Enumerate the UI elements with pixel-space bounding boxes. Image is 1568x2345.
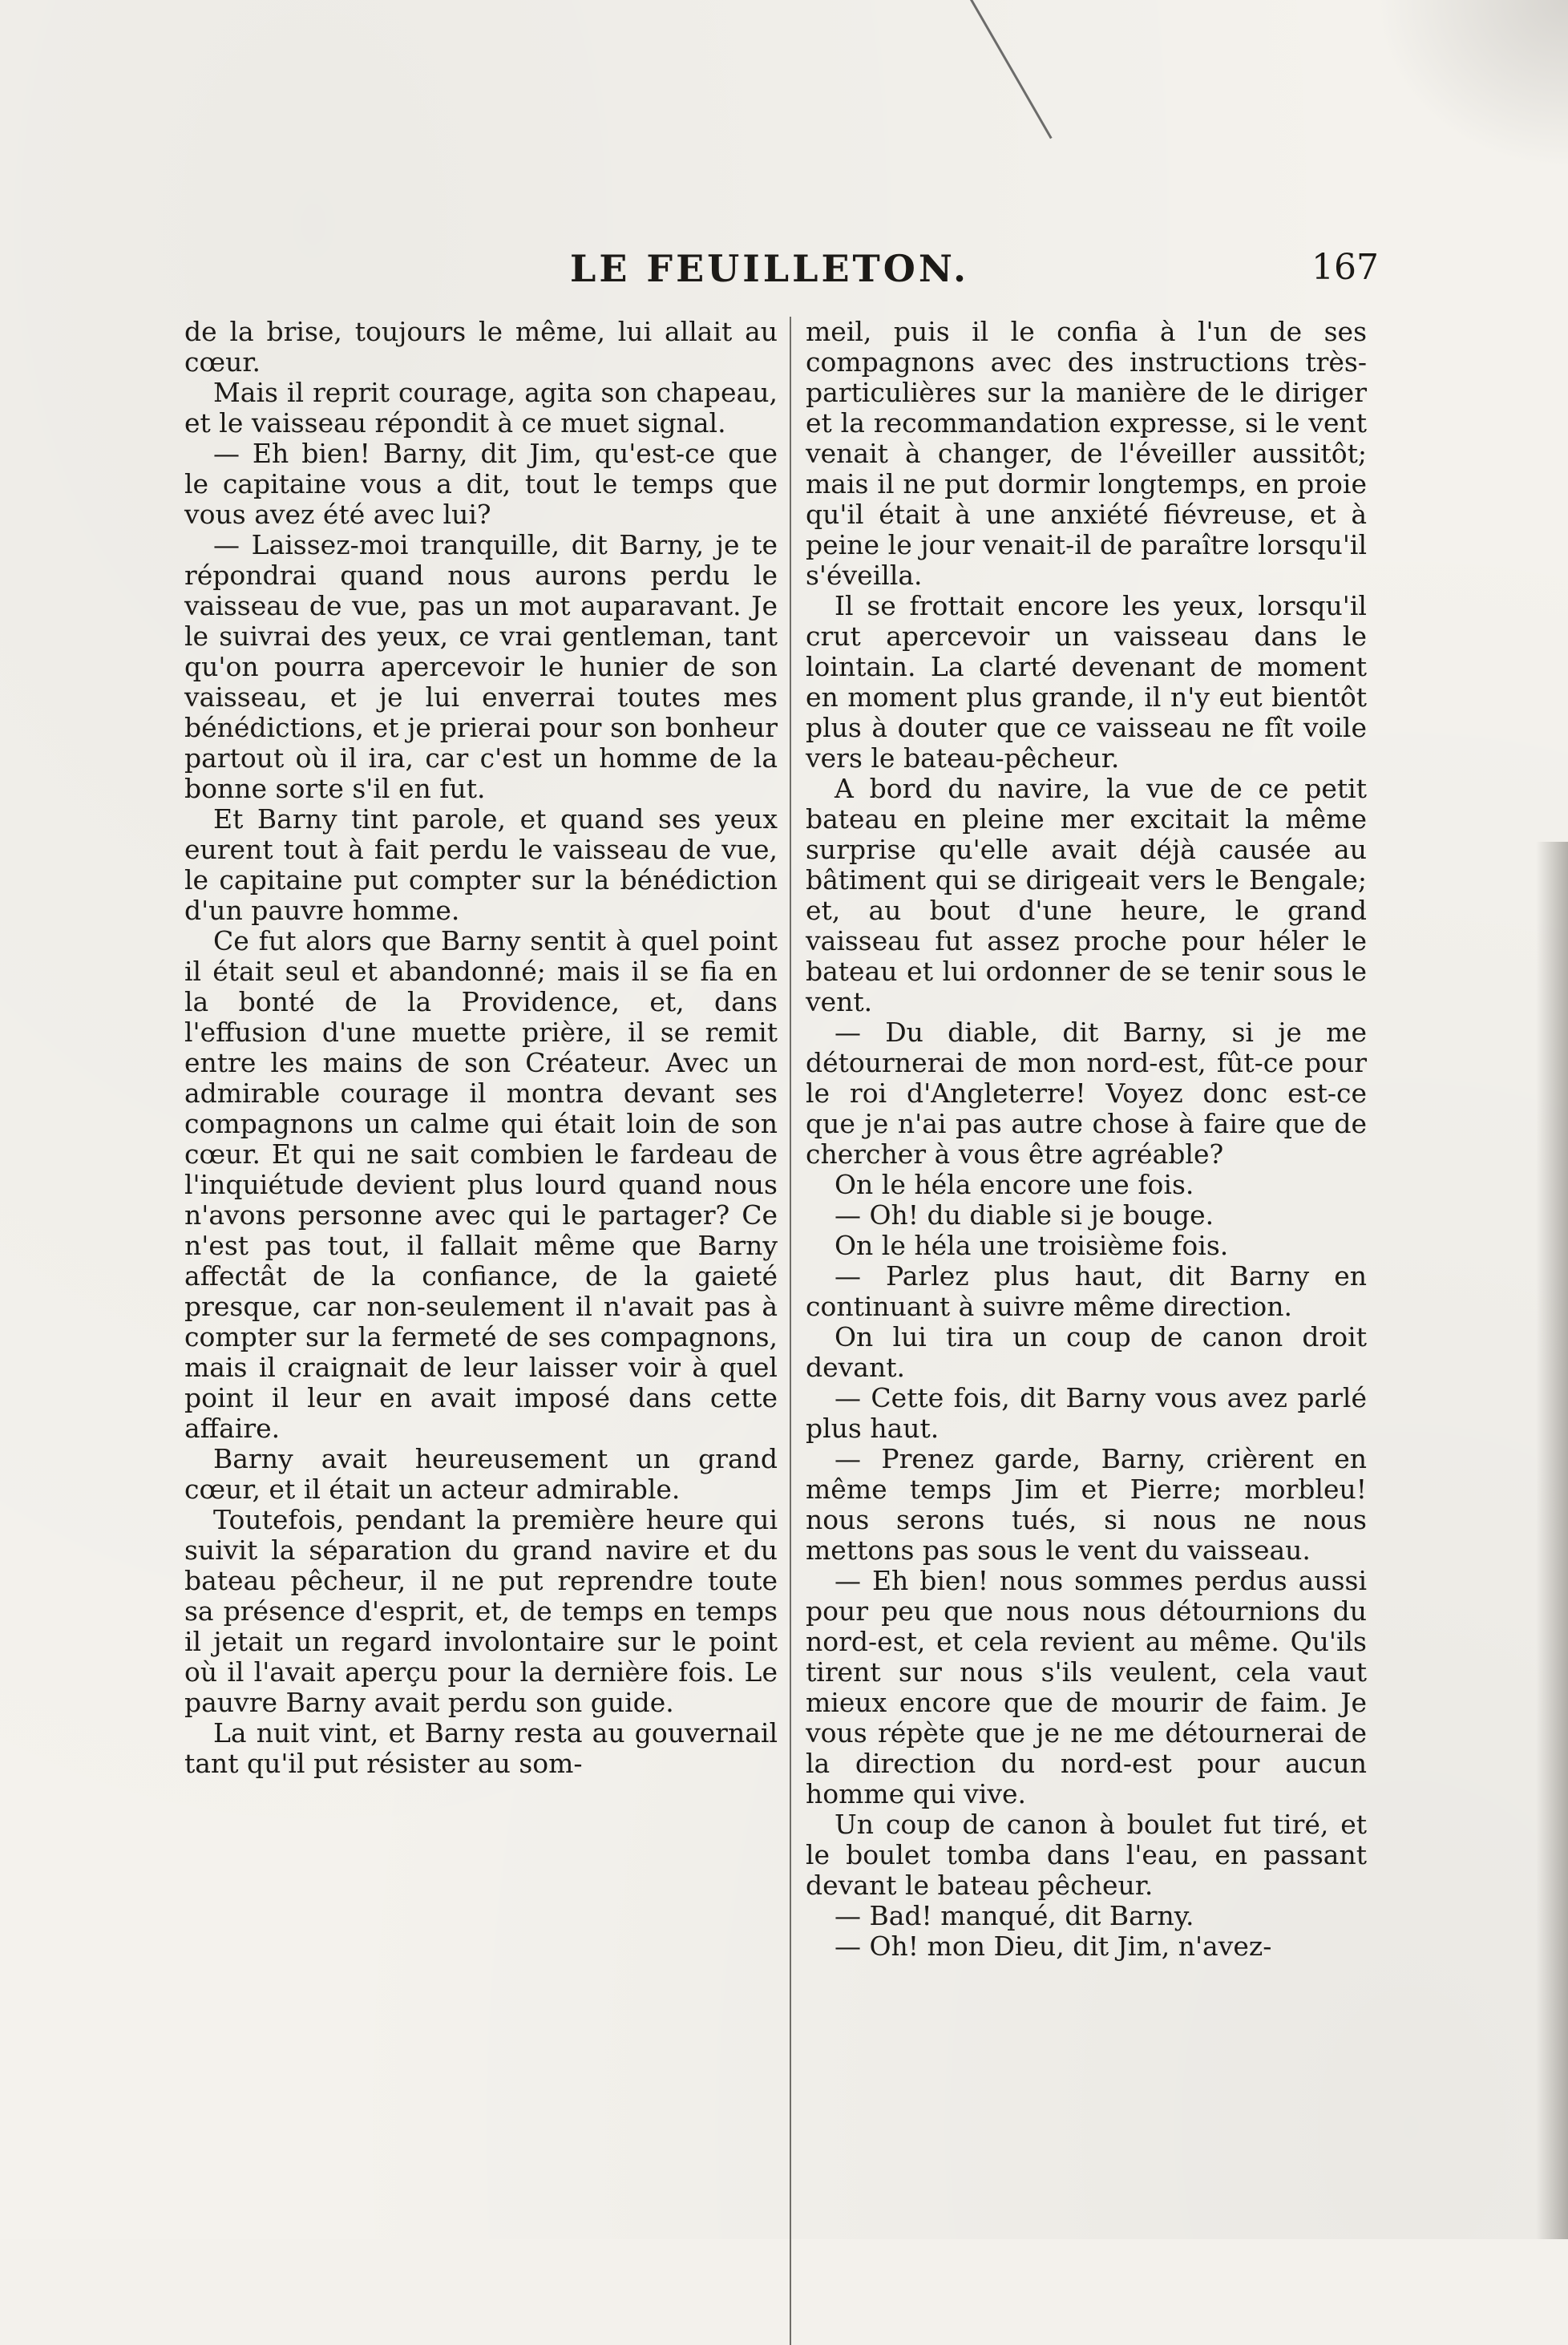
paragraph: La nuit vint, et Barny resta au gouvernail tant qu'il put résister au som- — [184, 1717, 778, 1779]
paragraph: A bord du navire, la vue de ce petit bateau en pleine mer excitait la même surprise qu'elle avait déjà causée au bâtiment qui se dirigeait vers le Bengale; et, au bout d'une heure, le grand vaisseau fut assez proche pour héler le bateau et lui ordonner de se tenir sous le vent. — [806, 773, 1367, 1017]
paragraph: Mais il reprit courage, agita son chapeau, et le vaisseau répondit à ce muet signal. — [184, 377, 778, 439]
paragraph: Ce fut alors que Barny sentit à quel point il était seul et abandonné; mais il se fia en la bonté de la Providence, et, dans l'effusion d'une muette prière, il se remit entre les mains de son Créateur. Avec un admirable courage il montra devant ses compagnons un calme qui était loin de son cœur. Et qui ne sait combien le fardeau de l'inquiétude devient plus lourd quand nous n'avons personne avec qui le partager? Ce n'est pas tout, il fallait même que Barny affectât de la confiance, de la gaieté presque, car non-seulement il n'avait pas à compter sur la fermeté de ses compagnons, mais il craignait de leur laisser voir à quel point il leur en avait imposé dans cette affaire. — [184, 925, 778, 1444]
paragraph: Il se frottait encore les yeux, lorsqu'il crut apercevoir un vaisseau dans le lointain. La clarté devenant de moment en moment plus grande, il n'y eut bientôt plus à douter que ce vaisseau ne fît voile vers le bateau-pêcheur. — [806, 590, 1367, 774]
paragraph: — Oh! mon Dieu, dit Jim, n'avez- — [835, 1931, 1272, 1962]
paragraph: Barny avait heureusement un grand cœur, et il était un acteur admirable. — [184, 1443, 778, 1505]
paragraph: — Prenez garde, Barny, crièrent en même temps Jim et Pierre; morbleu! nous serons tués, si nous ne nous mettons pas sous le vent du vaisseau. — [806, 1443, 1367, 1566]
left-column — [184, 317, 778, 1779]
paragraph: — Eh bien! Barny, dit Jim, qu'est-ce que le capitaine vous a dit, tout le temps que vous avez été avec lui? — [184, 438, 778, 530]
paragraph: — Bad! manqué, dit Barny. — [835, 1900, 1194, 1931]
paragraph: — Laissez-moi tranquille, dit Barny, je te répondrai quand nous aurons perdu le vaisseau de vue, pas un mot auparavant. Je le suivrai des yeux, ce vrai gentleman, tant qu'on pourra apercevoir le hunier de son vaisseau, et je lui enverrai toutes mes bénédictions, et je prierai pour son bonheur partout où il ira, car c'est un homme de la bonne sorte s'il en fut. — [184, 529, 778, 804]
paragraph: — Parlez plus haut, dit Barny en continuant à suivre même direction. — [806, 1260, 1367, 1322]
paragraph: On le héla une troisième fois. — [835, 1230, 1229, 1261]
paragraph: Un coup de canon à boulet fut tiré, et le boulet tomba dans l'eau, en passant devant le bateau pêcheur. — [806, 1809, 1367, 1901]
column-divider — [790, 317, 791, 2345]
paragraph: meil, puis il le confia à l'un de ses compagnons avec des instructions très-particulières sur la manière de le diriger et la recommandation expresse, si le vent venait à changer, de l'éveiller aussitôt; mais il ne put dormir longtemps, en proie qu'il était à une anxiété fiévreuse, et à peine le jour venait-il de paraître lorsqu'il s'éveilla. — [806, 316, 1367, 591]
page-number: 167 — [1311, 247, 1379, 288]
paragraph: — Du diable, dit Barny, si je me détournerai de mon nord-est, fût-ce pour le roi d'Angleterre! Voyez donc est-ce que je n'ai pas autre chose à faire que de chercher à vous être agréable? — [806, 1017, 1367, 1170]
paragraph: — Oh! du diable si je bouge. — [835, 1199, 1214, 1231]
paragraph: — Cette fois, dit Barny vous avez parlé plus haut. — [806, 1382, 1367, 1444]
paragraph: Et Barny tint parole, et quand ses yeux eurent tout à fait perdu le vaisseau de vue, le capitaine put compter sur la bénédiction d'un pauvre homme. — [184, 803, 778, 926]
ink-scratch — [970, 0, 1053, 139]
paragraph: On le héla encore une fois. — [835, 1169, 1194, 1200]
paragraph: Toutefois, pendant la première heure qui suivit la séparation du grand navire et du bateau pêcheur, il ne put reprendre toute sa présence d'esprit, et, de temps en temps il jetait un regard involontaire sur le point où il l'avait aperçu pour la dernière fois. Le pauvre Barny avait perdu son guide. — [184, 1504, 778, 1718]
paragraph: — Eh bien! nous sommes perdus aussi pour peu que nous nous détournions du nord-est, et cela revient au même. Qu'ils tirent sur nous s'ils veulent, cela vaut mieux encore que de mourir de faim. Je vous répète que je ne me détournerai de la direction du nord-est pour aucun homme qui vive. — [806, 1565, 1367, 1809]
running-header — [0, 241, 1568, 305]
page-edge-shadow — [1536, 842, 1568, 2239]
paper-stain — [1376, 0, 1568, 168]
running-title: LE FEUILLETON. — [570, 247, 969, 290]
paragraph: de la brise, toujours le même, lui allait au cœur. — [184, 316, 778, 378]
right-column — [806, 317, 1367, 1962]
paragraph: On lui tira un coup de canon droit devant. — [806, 1321, 1367, 1383]
